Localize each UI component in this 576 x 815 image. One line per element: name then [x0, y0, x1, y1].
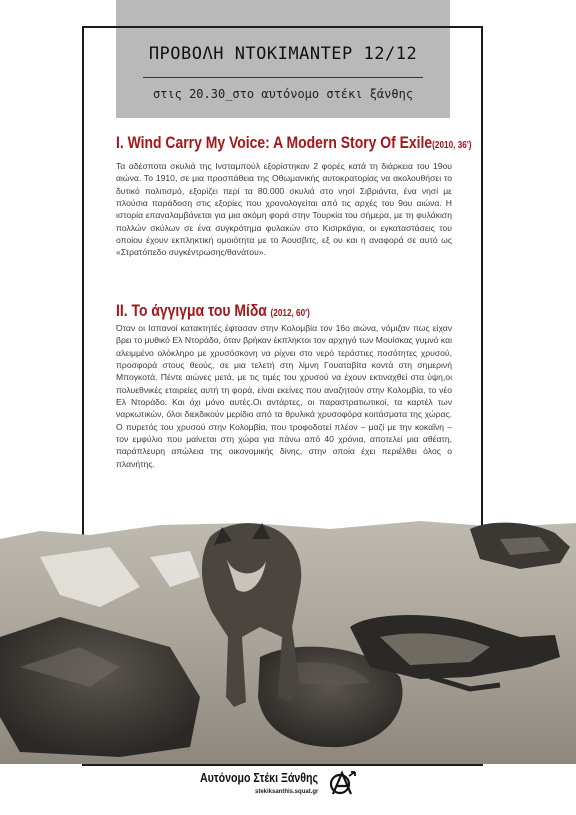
film-2-description: Όταν οι Ισπανοί κατακτητές έφτασαν στην Κολομβία τον 16ο αιώνα, νόμιζαν πως είχαν βρει το μυθικό Ελ Ντοράδο, όταν βρήκαν έκπληκτοι τον αρχηγό των Μουίσκας γυμνό και αλειμμένο ολόκληρο με χρυσόσκονη να ρίχνει στο νερό τεράστιες ποσότητες χρυσού, προσφορά στους θεούς, σε μια τελετή στη λίμνη Γουαταβίτα κοντά στη σημερινή Μπογκοτά. Πέντε αιώνες μετά, με τις τιμές του χρυσού να έχουν εκτιναχθεί στα ύψη,οι πολυεθνικές εταιρείες αυτή τη φορά, είναι εκείνες που αναζητούν στην Κολομβία, το νέο Ελ Ντοράδο. Και όχι μόνο αυτές.Οι αντάρτες, οι παραστρατιωτικοί, τα καρτέλ των ναρκωτικών, όλοι διεκδικούν μερίδιο από τα θρυλικά χρυσοφόρα κοιτάσματα της χώρας. Ο πυρετός του χρυσού στην Κολομβία, που τροφοδοτεί πλέον – μαζί με την κοκαΐνη – τον εμφύλιο που μαίνεται στη χώρα για πάνω από 40 χρόνια, αποτελεί μια αθέατη, παράπλευρη απώλεια της οικονομικής δίνης, στην οποία έχει περιέλθει όλος ο πλανήτης. — [116, 323, 452, 469]
film-1-description: Τα αδέσποτα σκυλιά της Ινσταμπούλ εξορίστηκαν 2 φορές κατά τη διάρκεια του 19ου αιώνα. Το 1910, σε μια προσπάθεια της Οθωμανικής αυτοκρατορίας να ακολουθήσει το δυτικό πολιτισμό, εξορίζει περί τα 80.000 σκυλιά στο νησί Σιβριάντα, ένα νησί με πλούσια παράδοση στις εξορίες που χρονολογείται από τις αρχές του 9ου αιώνα. Η ιστορία επαναλαμβάνεται για μια ακόμη φορά στην Τουρκία του σήμερα, με τη φυλάκιση πολλών σκύλων σε ένα συγκρότημα φυλακών στο Κισιρκάγια, οι εγκαταστάσεις του οποίου έχουν εκπληκτική ομοιότητα με το Άουσβιτς, εξ ου και η αναφορά σε αυτό ως «Στρατόπεδο συγκέντρωσης/θανάτου». — [116, 161, 452, 258]
film-2-meta: (2012, 60') — [270, 308, 310, 319]
film-1-meta: (2010, 36') — [432, 140, 472, 151]
header-divider — [143, 77, 423, 78]
film-1-heading — [116, 133, 472, 153]
stray-dogs-photo — [0, 517, 576, 764]
anarchist-circle-a-icon — [327, 770, 357, 796]
footer-website: stekiksanthis.squat.gr — [255, 789, 319, 795]
dogs-photo-illustration — [0, 517, 576, 764]
poster-title: ΠΡΟΒΟΛΗ ΝΤΟΚΙΜΑΝΤΕΡ 12/12 — [148, 44, 418, 64]
film-2-heading — [116, 301, 310, 321]
film-1-title: I. Wind Carry My Voice: A Modern Story Of Exile — [116, 133, 433, 152]
poster-subtitle: στις 20.30_στο αυτόνομο στέκι ξάνθης — [152, 87, 414, 101]
film-2-title: II. Το άγγιγμα του Μίδα — [116, 301, 267, 320]
footer-collective-name: Αυτόνομο Στέκι Ξάνθης — [200, 771, 319, 785]
